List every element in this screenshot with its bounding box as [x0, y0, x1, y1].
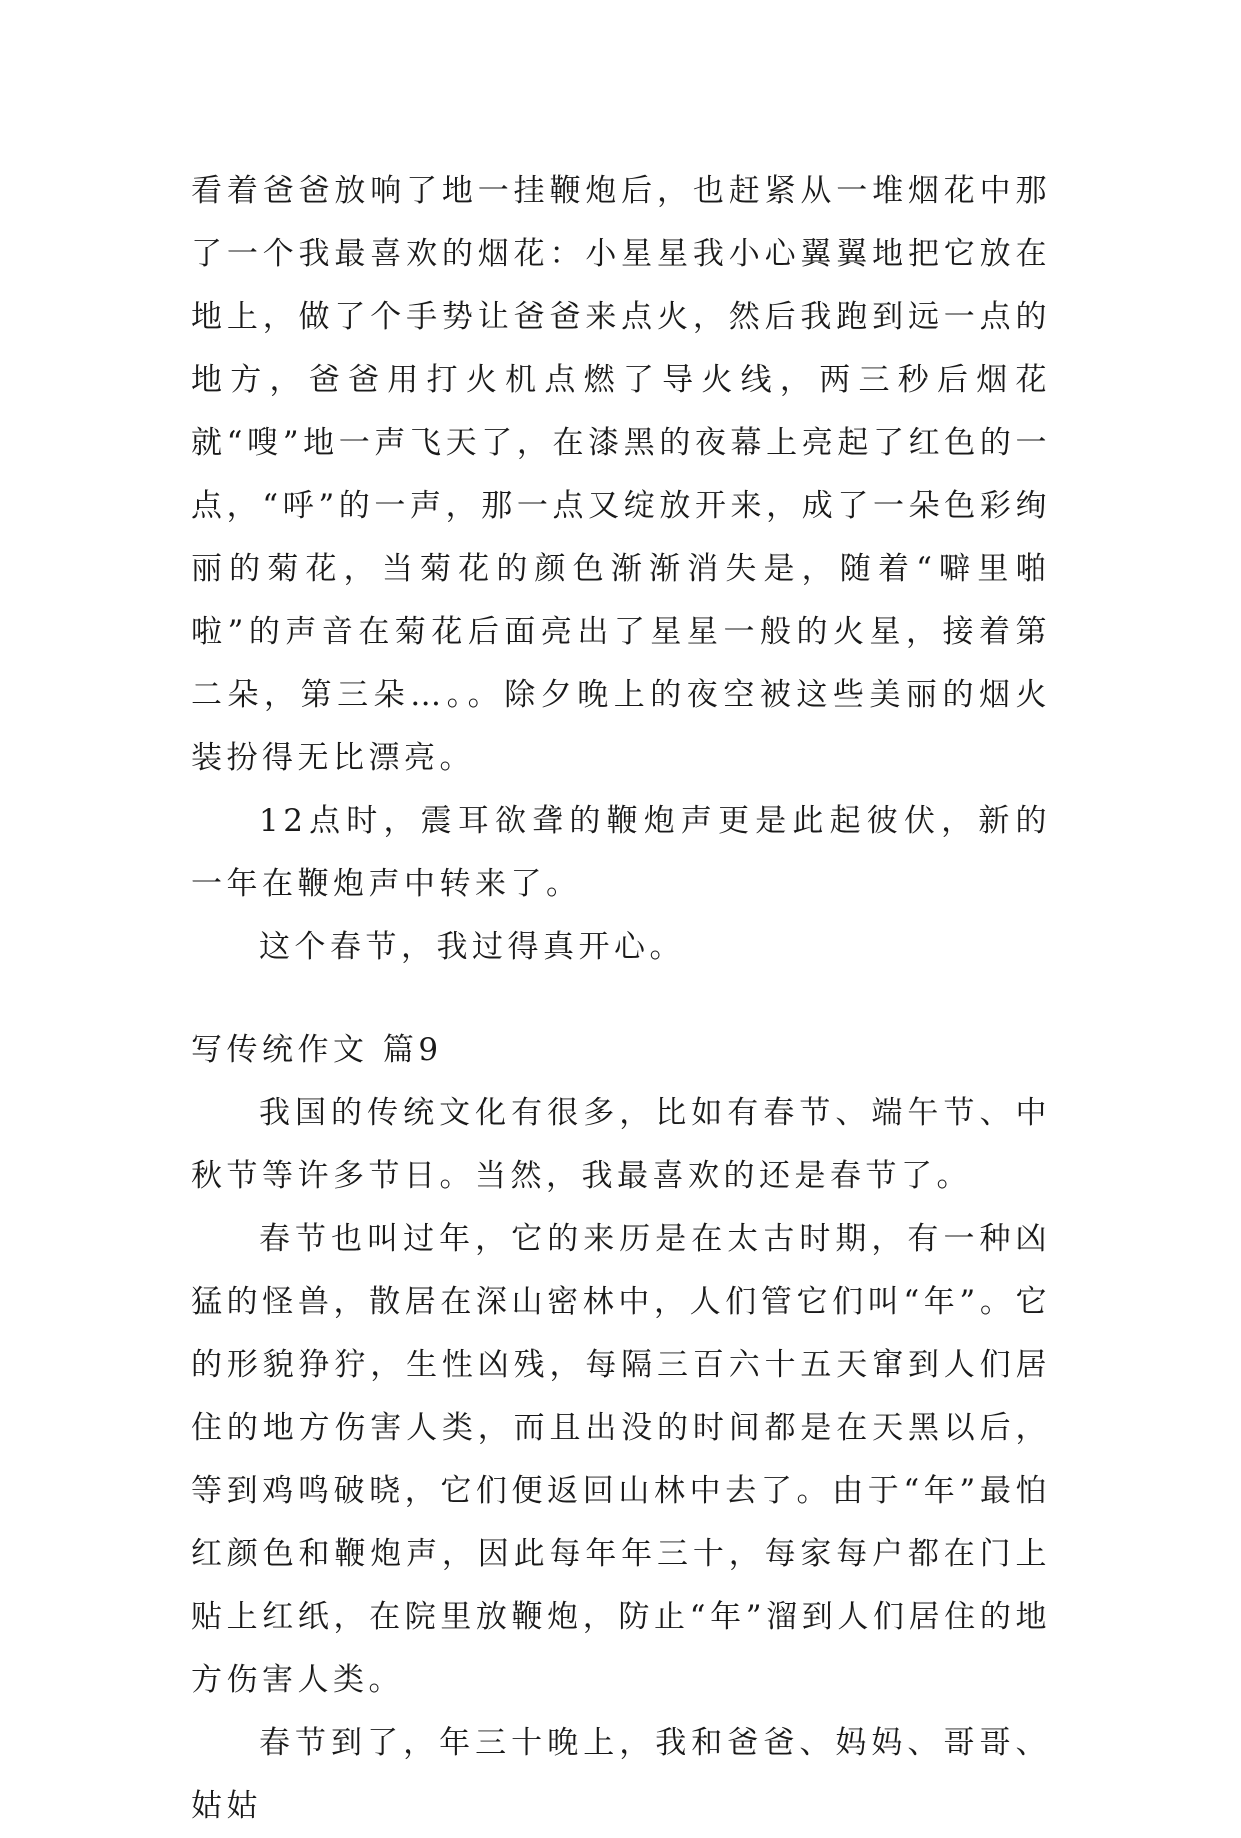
document-body: [191, 160, 1051, 1838]
paragraph-nian-legend: 春节也叫过年，它的来历是在太古时期，有一种凶猛的怪兽，散居在深山密林中，人们管它们叫“年”。它的形貌狰狞，生性凶残，每隔三百六十五天窜到人们居住的地方伤害人类，而且出没的时间都是在天黑以后，等到鸡鸣破晓，它们便返回山林中去了。由于“年”最怕红颜色和鞭炮声，因此每年年三十，每家每户都在门上贴上红纸，在院里放鞭炮，防止“年”溜到人们居住的地方伤害人类。: [191, 1221, 1051, 1698]
paragraph-fireworks: 看着爸爸放响了地一挂鞭炮后，也赶紧从一堆烟花中那了一个我最喜欢的烟花：小星星我小心翼翼地把它放在地上，做了个手势让爸爸来点火，然后我跑到远一点的地方，爸爸用打火机点燃了导火线，两三秒后烟花就“嗖”地一声飞天了，在漆黑的夜幕上亮起了红色的一点，“呼”的一声，那一点又绽放开来，成了一朵色彩绚丽的菊花，当菊花的颜色渐渐消失是，随着“噼里啪啦”的声音在菊花后面亮出了星星一般的火星，接着第二朵，第三朵…。。除夕晚上的夜空被这些美丽的烟火装扮得无比漂亮。: [191, 173, 1051, 776]
paragraph-new-years-eve: 春节到了，年三十晚上，我和爸爸、妈妈、哥哥、姑姑: [191, 1725, 1051, 1824]
paragraph-happy-new-year: 这个春节，我过得真开心。: [259, 929, 685, 965]
paragraph-traditional-culture: 我国的传统文化有很多，比如有春节、端午节、中秋节等许多节日。当然，我最喜欢的还是春节了。: [191, 1095, 1051, 1194]
paragraph-midnight: 12点时，震耳欲聋的鞭炮声更是此起彼伏，新的一年在鞭炮声中转来了。: [191, 803, 1051, 902]
section-title: 写传统作文 篇9: [191, 1032, 443, 1068]
